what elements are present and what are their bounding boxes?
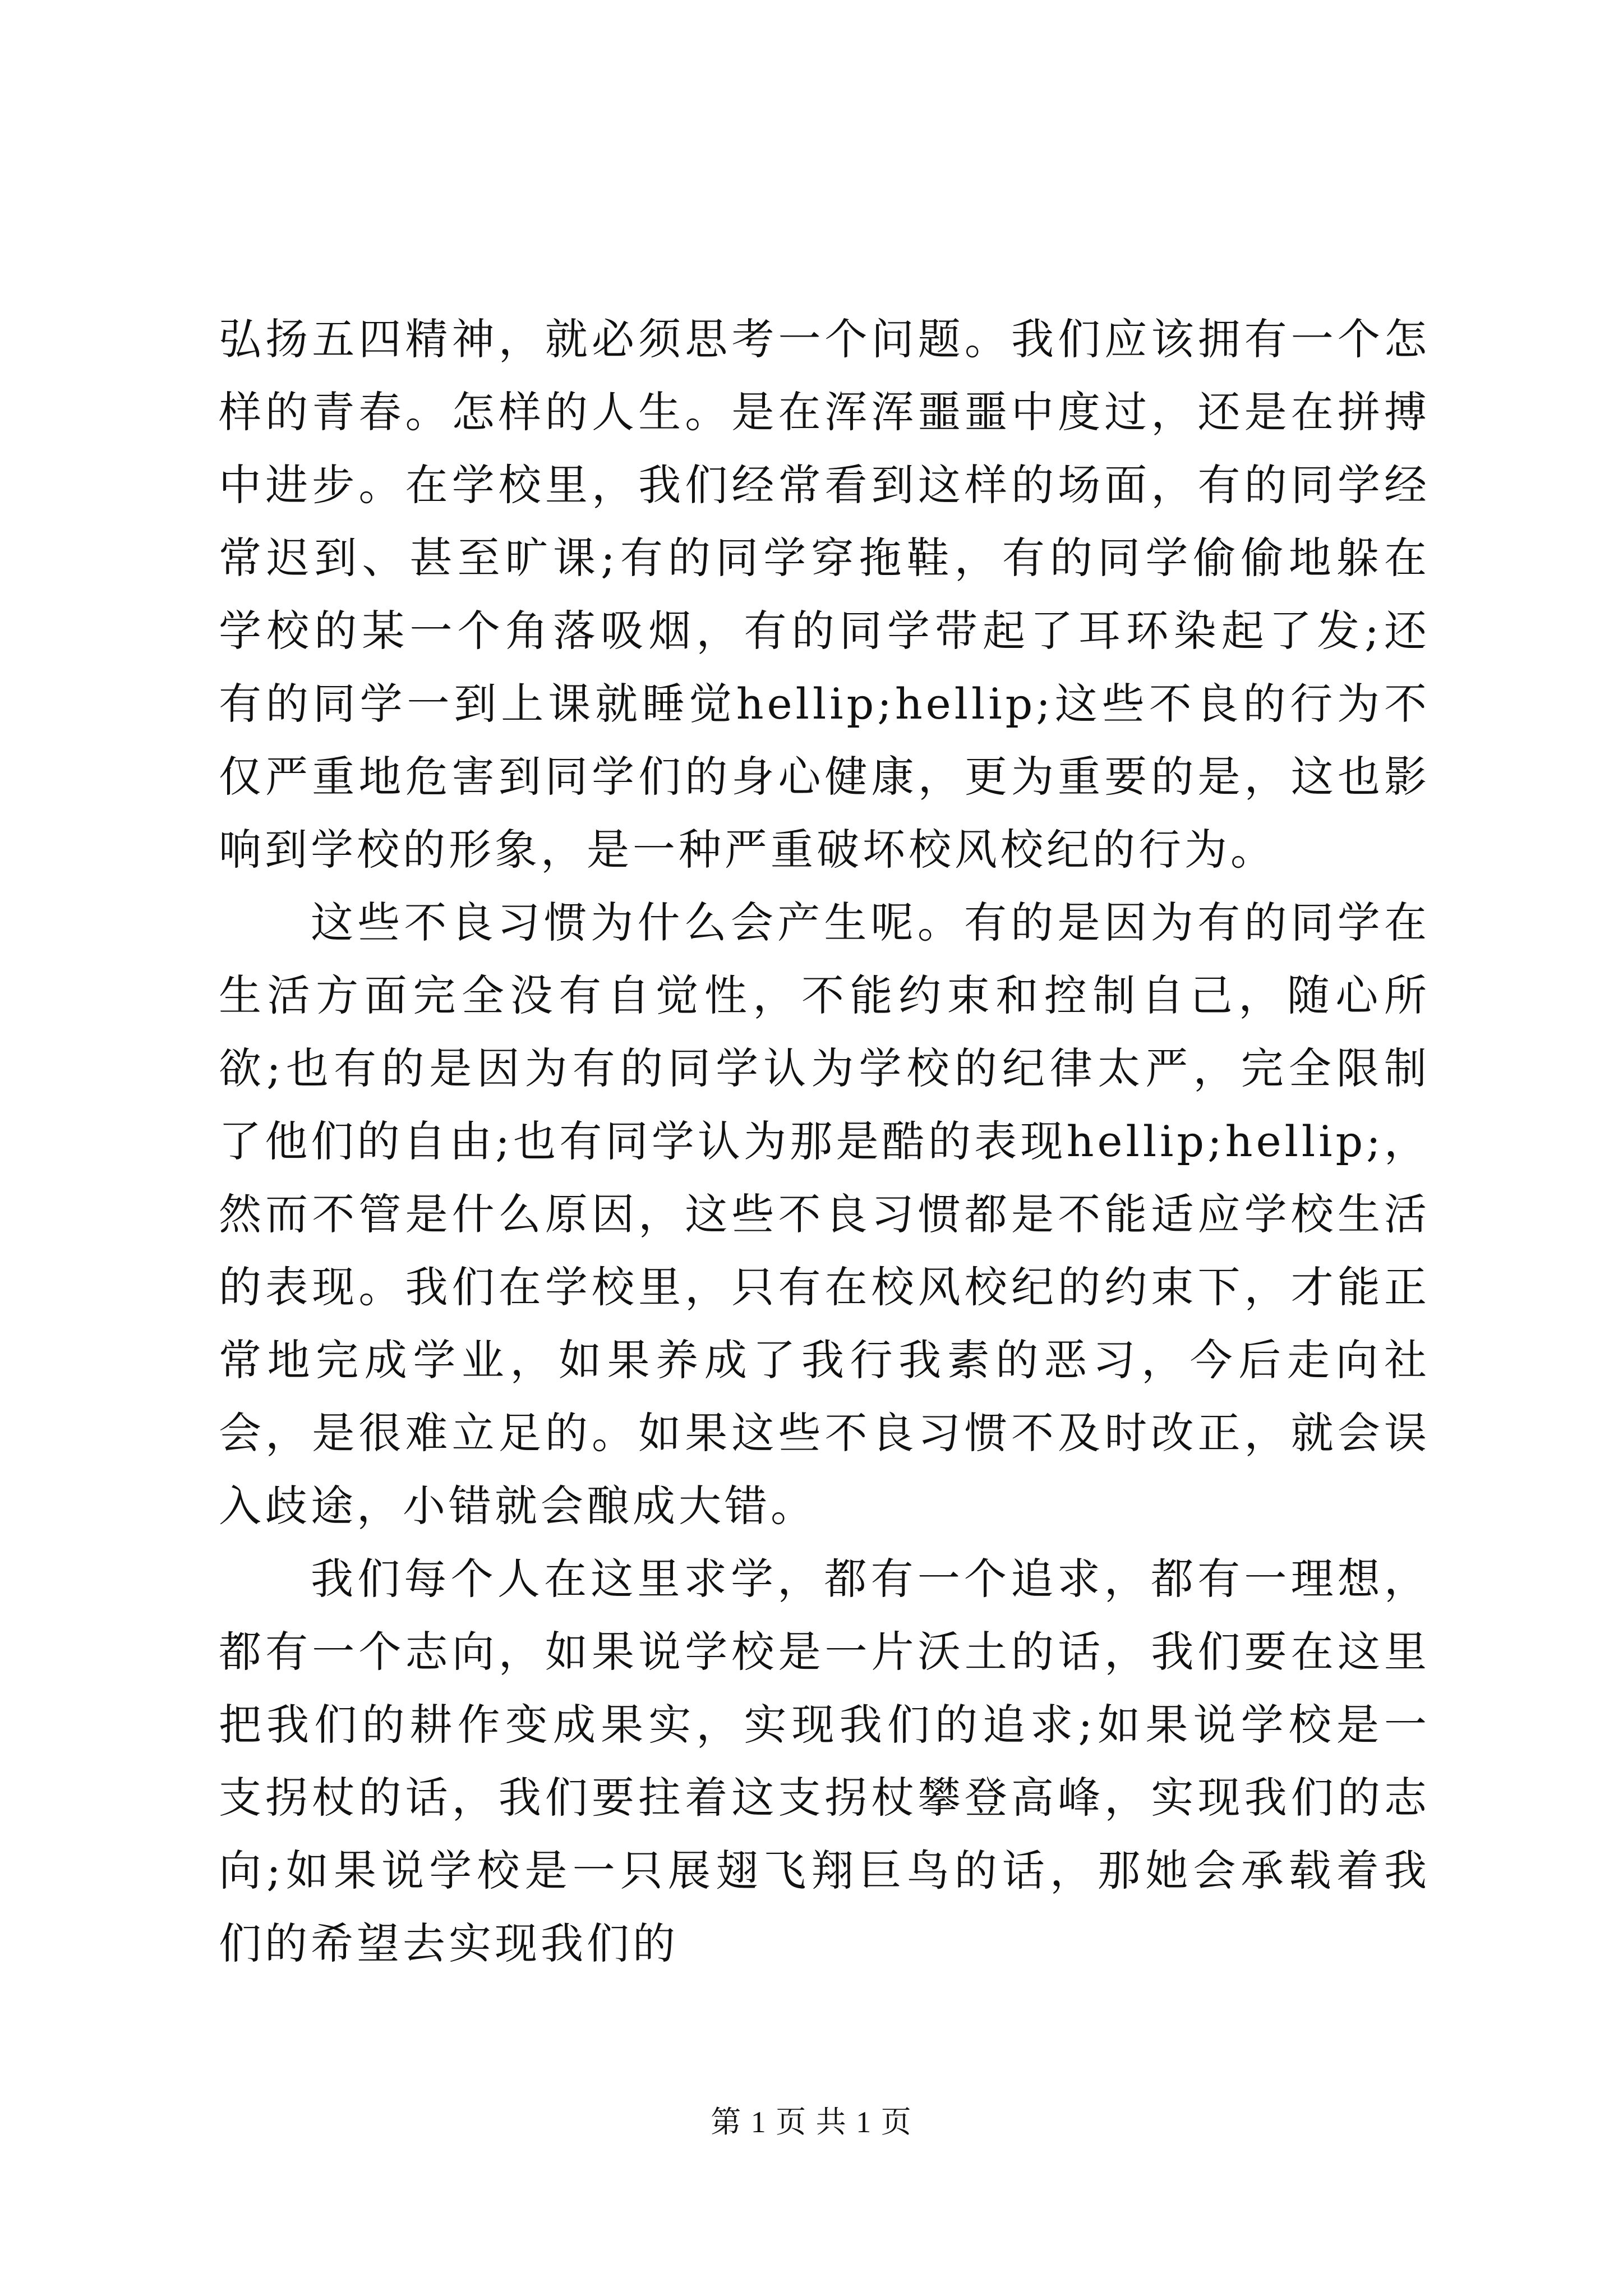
paragraph-1: 弘扬五四精神，就必须思考一个问题。我们应该拥有一个怎样的青春。怎样的人生。是在浑浑噩噩中度过，还是在拼搏中进步。在学校里，我们经常看到这样的场面，有的同学经常迟到、甚至旷课;有的同学穿拖鞋，有的同学偷偷地躲在学校的某一个角落吸烟，有的同学带起了耳环染起了发;还有的同学一到上课就睡觉hellip;hellip;这些不良的行为不仅严重地危害到同学们的身心健康，更为重要的是，这也影响到学校的形象，是一种严重破坏校风校纪的行为。 <box>219 314 1430 875</box>
document-body <box>219 303 1430 1980</box>
paragraph-3: 我们每个人在这里求学，都有一个追求，都有一理想，都有一个志向，如果说学校是一片沃土的话，我们要在这里把我们的耕作变成果实，实现我们的追求;如果说学校是一支拐杖的话，我们要拄着这支拐杖攀登高峰，实现我们的志向;如果说学校是一只展翅飞翔巨鸟的话，那她会承载着我们的希望去实现我们的 <box>219 1554 1430 1968</box>
page-number-footer: 第 1 页 共 1 页 <box>711 2105 912 2139</box>
paragraph-2: 这些不良习惯为什么会产生呢。有的是因为有的同学在生活方面完全没有自觉性，不能约束和控制自己，随心所欲;也有的是因为有的同学认为学校的纪律太严，完全限制了他们的自由;也有同学认为那是酷的表现hellip;hellip;，然而不管是什么原因，这些不良习惯都是不能适应学校生活的表现。我们在学校里，只有在校风校纪的约束下，才能正常地完成学业，如果养成了我行我素的恶习，今后走向社会，是很难立足的。如果这些不良习惯不及时改正，就会误入歧途，小错就会酿成大错。 <box>219 898 1430 1531</box>
